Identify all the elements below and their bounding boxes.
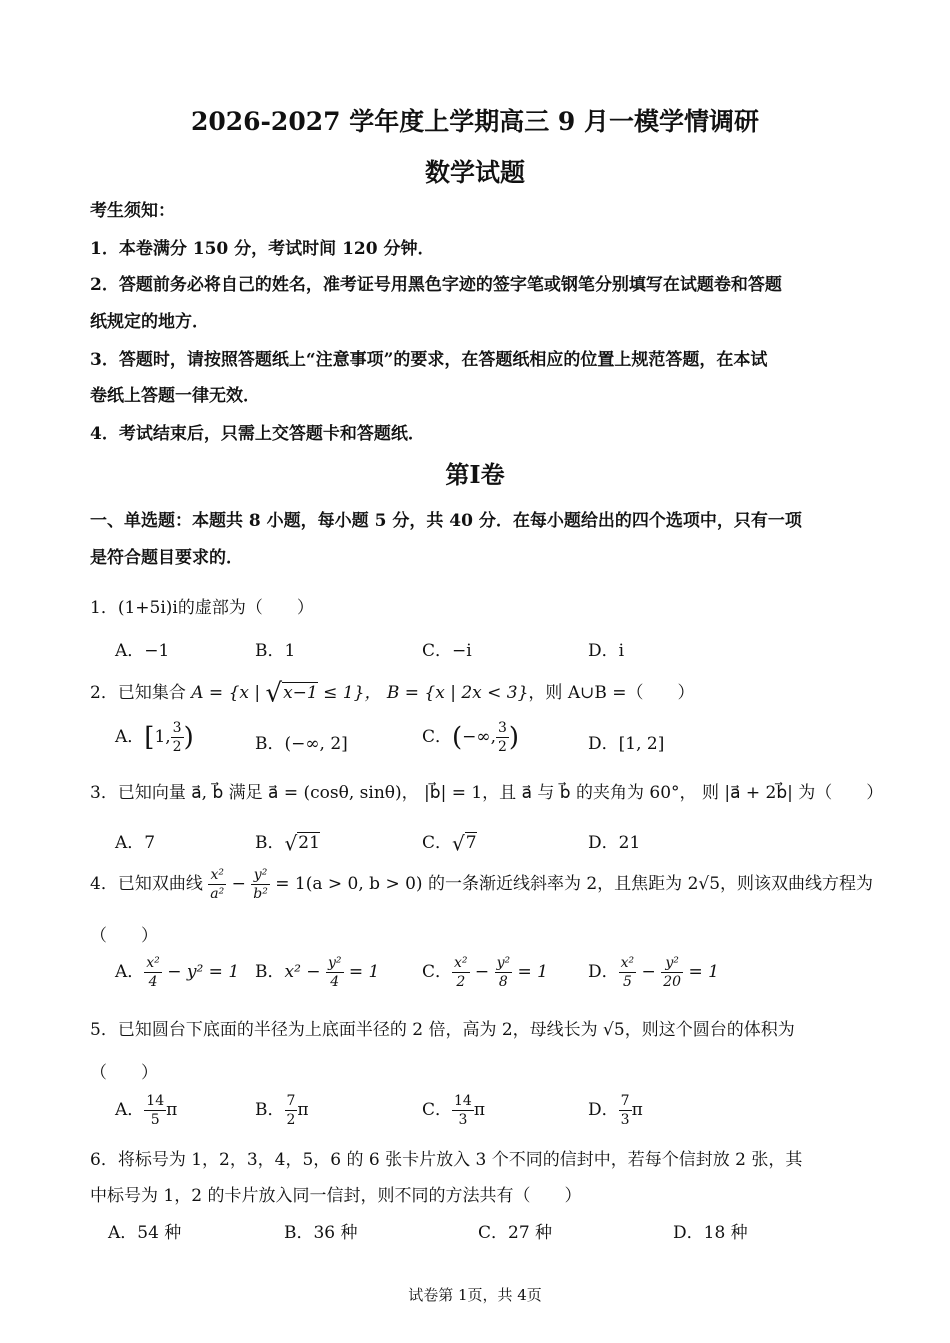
frac-den: 20 — [663, 974, 682, 990]
q2-set-a-left: A = {x | — [191, 683, 266, 703]
q3-option-c — [422, 828, 477, 856]
q4-option-b-frac — [326, 956, 344, 989]
section-title: 第Ⅰ卷 — [445, 460, 505, 489]
q3-option-c-radicand: 7 — [465, 833, 477, 853]
page-subtitle: 数学试题 — [424, 158, 525, 187]
q3-option-b-label: B． — [255, 833, 285, 853]
question-3 — [90, 778, 883, 803]
q5-option-d — [588, 1094, 643, 1127]
q5-option-d-label: D． — [588, 1100, 619, 1120]
q5-option-a-label: A． — [115, 1100, 145, 1120]
question-1-number: 1． — [90, 598, 118, 618]
q4-option-d-frac2 — [661, 956, 683, 989]
frac-num: x² — [208, 868, 226, 885]
section-desc-1: 一、单选题：本题共 8 小题，每小题 5 分，共 40 分．在每小题给出的四个选项中，只有一项 — [90, 511, 802, 531]
q5-option-c — [422, 1094, 485, 1127]
q4-option-b — [255, 956, 379, 989]
frac-den: 3 — [458, 1112, 468, 1128]
notice-item-3-cont: 卷纸上答题一律无效． — [90, 386, 260, 406]
frac-den: 4 — [148, 974, 158, 990]
q4-option-d-label: D． — [588, 962, 619, 982]
q4-option-d: D． $\frac{\text{x²}}{5}$ − $\frac{\text{y²}}{20}$ = 1 — [588, 955, 719, 990]
q2-option-c-frac — [496, 721, 509, 754]
paren-icon: ) — [508, 722, 520, 753]
q5-option-c-label: C． — [422, 1100, 453, 1120]
notice-item-3: 3．答题时，请按照答题纸上“注意事项”的要求，在答题纸相应的位置上规范答题，在本试 — [90, 350, 768, 370]
q4-option-b-label: B． — [255, 962, 285, 982]
frac-den: 5 — [622, 974, 632, 990]
frac-den: 4 — [330, 974, 340, 990]
q4-option-b-rest: = 1 — [343, 962, 380, 982]
frac-num: 7 — [620, 1093, 630, 1109]
pi-symbol: π — [631, 1100, 643, 1120]
notice-item-4: 4．考试结束后，只需上交答题卡和答题纸． — [90, 424, 425, 444]
q2-prefix: 2．已知集合 — [90, 683, 192, 703]
frac-den: a² — [210, 886, 225, 902]
q6-option-c: C．27 种 — [478, 1223, 553, 1243]
sqrt-icon: √ — [265, 678, 283, 709]
q2-option-b: B．(−∞, 2] — [255, 734, 348, 754]
q5-option-c-frac — [452, 1094, 474, 1127]
q3-mid: |b⃗| = 1，且 a⃗ 与 b⃗ 的夹角为 60°， — [418, 783, 697, 803]
frac-num: x² — [620, 955, 635, 971]
q4-option-b-lead: x² − — [284, 962, 326, 982]
q2-option-a-frac — [171, 721, 184, 754]
sqrt-icon: √ — [452, 831, 465, 856]
q2-set-a-radicand: x−1 — [283, 683, 318, 703]
question-2 — [90, 678, 695, 709]
frac-den: b² — [253, 886, 268, 902]
q2-option-c-label: C． — [422, 727, 453, 747]
q4-option-d-frac1 — [619, 956, 637, 989]
q5-option-d-frac — [619, 1094, 632, 1127]
q2-option-a — [115, 721, 194, 754]
q5-option-a-frac — [144, 1094, 166, 1127]
question-5: 5．已知圆台下底面的半径为上底面半径的 2 倍，高为 2，母线长为 √5，则这个圆台的体积为 — [90, 1020, 795, 1040]
q4-prefix: 4．已知双曲线 — [90, 874, 209, 894]
q4-frac-y — [251, 868, 270, 901]
page-title: 2026-2027 学年度上学期高三 9 月一模学情调研 — [190, 107, 760, 136]
frac-num: 3 — [172, 720, 182, 736]
frac-num: x² — [146, 955, 160, 971]
q1-option-b: B．1 — [255, 641, 296, 661]
q2-option-d: D．[1, 2] — [588, 734, 665, 754]
q2-option-c — [422, 721, 519, 754]
q2-set-a-right: ≤ 1} — [317, 683, 365, 703]
sqrt-icon: √ — [284, 831, 298, 856]
pi-symbol: π — [297, 1100, 309, 1120]
q3-option-a: A．7 — [115, 833, 156, 853]
q1-option-c: C．−i — [422, 641, 472, 661]
frac-num: 7 — [286, 1093, 296, 1109]
q4-option-c: C． $\frac{\text{x²}}{2}$ − $\frac{\text{y²}}{8}$ = 1 — [422, 955, 548, 990]
frac-den: 2 — [286, 1112, 296, 1128]
frac-den: 2 — [456, 974, 466, 990]
q1-option-d: D．i — [588, 641, 625, 661]
q5-option-b-label: B． — [255, 1100, 285, 1120]
q6-option-b: B．36 种 — [284, 1223, 358, 1243]
question-4-cont: （ ） — [90, 926, 158, 946]
pi-symbol: π — [166, 1100, 178, 1120]
q3-option-d: D．21 — [588, 833, 641, 853]
q4-option-c-label: C． — [422, 962, 453, 982]
q4-option-c-frac1 — [452, 956, 470, 989]
q2-set-b: ， B = {x | 2x < 3} — [364, 683, 529, 703]
notice-item-1: 1．本卷满分 150 分，考试时间 120 分钟． — [90, 239, 435, 259]
q4-option-a-rest: − y² = 1 — [161, 962, 240, 982]
q1-option-a: A．−1 — [115, 641, 170, 661]
q4-option-a — [115, 956, 239, 989]
section-desc-2: 是符合题目要求的． — [90, 548, 243, 568]
q4-option-c-rest: = 1 — [512, 962, 548, 982]
q4-frac-x — [208, 868, 226, 901]
frac-num: x² — [454, 955, 468, 971]
bracket-icon: [ — [144, 722, 155, 753]
question-6: 6．将标号为 1，2，3，4，5，6 的 6 张卡片放入 3 个不同的信封中，若每个信封放 2 张，其 — [90, 1150, 803, 1170]
q2-suffix: ，则 A∪B =（ ） — [528, 683, 695, 703]
pi-symbol: π — [473, 1100, 486, 1120]
question-1-text: 的虚部为（ ） — [177, 598, 314, 618]
question-6-cont: 中标号为 1，2 的卡片放入同一信封，则不同的方法共有（ ） — [90, 1186, 582, 1206]
frac-den: 3 — [620, 1112, 630, 1128]
q6-option-a: A．54 种 — [108, 1223, 182, 1243]
frac-num: y² — [251, 868, 270, 885]
frac-num: 14 — [146, 1093, 165, 1109]
q2-option-c-left: −∞, — [462, 727, 496, 747]
paren-icon: ) — [183, 722, 194, 753]
q2-option-a-left: 1, — [154, 727, 171, 747]
frac-num: 14 — [454, 1093, 472, 1109]
frac-num: y² — [327, 955, 342, 971]
q2-option-a-label: A． — [115, 727, 145, 747]
frac-num: 3 — [497, 720, 507, 736]
q4-option-c-frac2 — [495, 956, 513, 989]
frac-den: 2 — [497, 739, 507, 755]
q6-option-d: D．18 种 — [673, 1223, 748, 1243]
q3-option-c-label: C． — [422, 833, 453, 853]
question-1-expr: (1+5i)i — [117, 598, 178, 618]
paren-icon: ( — [452, 722, 463, 753]
q3-prefix: 3．已知向量 a⃗, b⃗ 满足 a⃗ = (cosθ, sinθ)， — [90, 783, 419, 803]
q2-set-a — [191, 678, 365, 709]
question-5-cont: （ ） — [90, 1063, 158, 1083]
q5-option-a — [115, 1094, 177, 1127]
q3-suffix: 则 |a⃗ + 2b⃗| 为（ ） — [696, 783, 884, 803]
notice-item-2: 2．答题前务必将自己的姓名，准考证号用黑色字迹的签字笔或钢笔分别填写在试题卷和答题 — [90, 275, 782, 295]
question-1 — [90, 593, 314, 618]
page-footer: 试卷第 1页，共 4页 — [408, 1286, 542, 1304]
frac-den: 5 — [150, 1112, 160, 1128]
frac-den: 2 — [172, 739, 182, 755]
notice-heading: 考生须知： — [90, 201, 175, 221]
q4-option-a-frac — [144, 956, 162, 989]
frac-num: y² — [496, 955, 511, 971]
question-4: 4．已知双曲线 $\frac{\text{x²}}{\text{a²}}$ − $\frac{\text{y²}}{\text{b²}}$ = 1(a > 0, b > 0) 的一条渐近线斜率为 2，且焦距为 2√5，则该双曲线方程为 — [90, 867, 874, 902]
q4-option-d-rest: = 1 — [683, 962, 719, 982]
frac-den: 8 — [498, 974, 508, 990]
q4-option-a-label: A． — [115, 962, 145, 982]
q4-suffix: = 1(a > 0, b > 0) 的一条渐近线斜率为 2，且焦距为 2√5，则该双曲线方程为 — [269, 874, 874, 894]
frac-num: y² — [661, 956, 683, 973]
q3-option-b — [255, 828, 320, 856]
q5-option-b — [255, 1094, 309, 1127]
q3-option-b-radicand: 21 — [298, 833, 320, 853]
notice-item-2-cont: 纸规定的地方． — [90, 312, 209, 332]
q5-option-b-frac — [285, 1094, 298, 1127]
